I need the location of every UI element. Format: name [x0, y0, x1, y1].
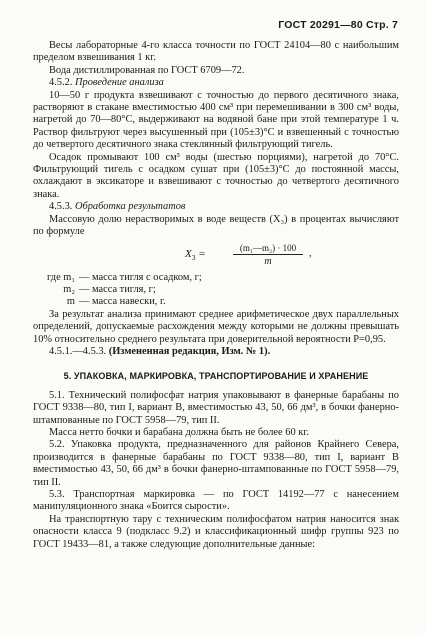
- paragraph: Весы лабораторные 4-го класса точности по ГОСТ 24104—80 с наибольшим пределом взвешивания 1 кг.: [33, 40, 399, 64]
- section-title: 5. УПАКОВКА, МАРКИРОВКА, ТРАНСПОРТИРОВАНИЕ И ХРАНЕНИЕ: [63, 371, 369, 382]
- amendment-note: [33, 346, 399, 358]
- formula-comma: ,: [309, 247, 312, 259]
- paragraph: Масса нетто бочки и барабана должна быть не более 60 кг.: [49, 426, 309, 438]
- document-body: [33, 40, 399, 551]
- paragraph: 5.1. Технический полифосфат натрия упаковывают в фанерные барабаны по ГОСТ 9338—80, тип I, вариант В, вместимостью 43, 50, 66 дм³, в бочки фанерно-штампованные по ГОСТ 5958—79, тип II.: [33, 389, 399, 426]
- subsection-title: Обработка результатов: [75, 201, 186, 213]
- definition-row: [33, 296, 399, 308]
- definition-row: [33, 284, 399, 296]
- definition-text: — масса тигля с осадком, г;: [79, 271, 202, 283]
- subsection-title: Проведение анализа: [75, 77, 164, 89]
- paragraph: 5.3. Транспортная маркировка — по ГОСТ 14192—77 с нанесением манипуляционного знака «Боится сырости».: [33, 489, 399, 513]
- paragraph: За результат анализа принимают среднее арифметическое двух параллельных определений, допускаемые расхождения между которыми не должны превышать 10% относительно среднего результата при доверительной вероятности P=0,95.: [33, 308, 399, 345]
- paragraph: 5.2. Упаковка продукта, предназначенного для районов Крайнего Севера, производится в фанерные барабаны по ГОСТ 9338—80, тип I, вариант В вместимостью 43, 50, 66 дм³ в бочки фанерно-штампованные по ГОСТ 5958—79, тип II.: [33, 439, 399, 488]
- subsection-heading: [33, 77, 399, 89]
- paragraph: На транспортную тару с техническим полифосфатом натрия наносится знак опасности класса 9 (подкласс 9.2) и классификационный шифр группы 923 по ГОСТ 19433—81, а также следующие дополнительные данные:: [33, 513, 399, 550]
- paragraph: Массовую долю нерастворимых в воде веществ (X₃) в процентах вычисляют по формуле: [33, 213, 399, 238]
- definition-text: — масса тигля, г;: [79, 283, 156, 295]
- formula-lhs: $X_3$ =: [185, 247, 206, 262]
- page-header: ГОСТ 20291—80 Стр. 7: [278, 19, 398, 31]
- formula: [33, 242, 399, 270]
- definition-key: m: [66, 296, 75, 308]
- formula-denominator: m: [264, 255, 272, 267]
- formula-numerator: (m₁—m₂) · 100: [239, 242, 297, 253]
- subsection-number: 4.5.2.: [49, 77, 73, 89]
- amendment-range: 4.5.1.—4.5.3.: [49, 345, 107, 357]
- definition-key: где m₁: [47, 271, 75, 283]
- subsection-heading: [33, 201, 399, 213]
- paragraph: Вода дистиллированная по ГОСТ 6709—72.: [49, 64, 245, 76]
- definition-key: m₂: [63, 283, 75, 295]
- amendment-text: (Измененная редакция, Изм. № 1).: [108, 345, 271, 357]
- definition-text: — масса навески, г.: [79, 296, 166, 308]
- fraction-bar: [233, 254, 303, 255]
- paragraph: Осадок промывают 100 см³ воды (шестью порциями), нагретой до 70°С. Фильтрующий тигель с осадком сушат при (105±3)°С до постоянной массы, охлаждают в эксикаторе и взвешивают с точностью до четвертого десятичного знака.: [33, 151, 399, 200]
- definition-row: [33, 272, 399, 284]
- paragraph: 10—50 г продукта взвешивают с точностью до первого десятичного знака, растворяют в стакане вместимостью 400 см³ при перемешивании в 300 см³ воды, нагретой до 70—80°С, выдерживают на водяной бане при этой температуре 1 ч. Раствор фильтруют через высушенный при (105±3)°С и взвешенный с точностью до четвертого десятичного знака стеклянный фильтрующий тигель.: [33, 89, 399, 151]
- subsection-number: 4.5.3.: [49, 201, 73, 213]
